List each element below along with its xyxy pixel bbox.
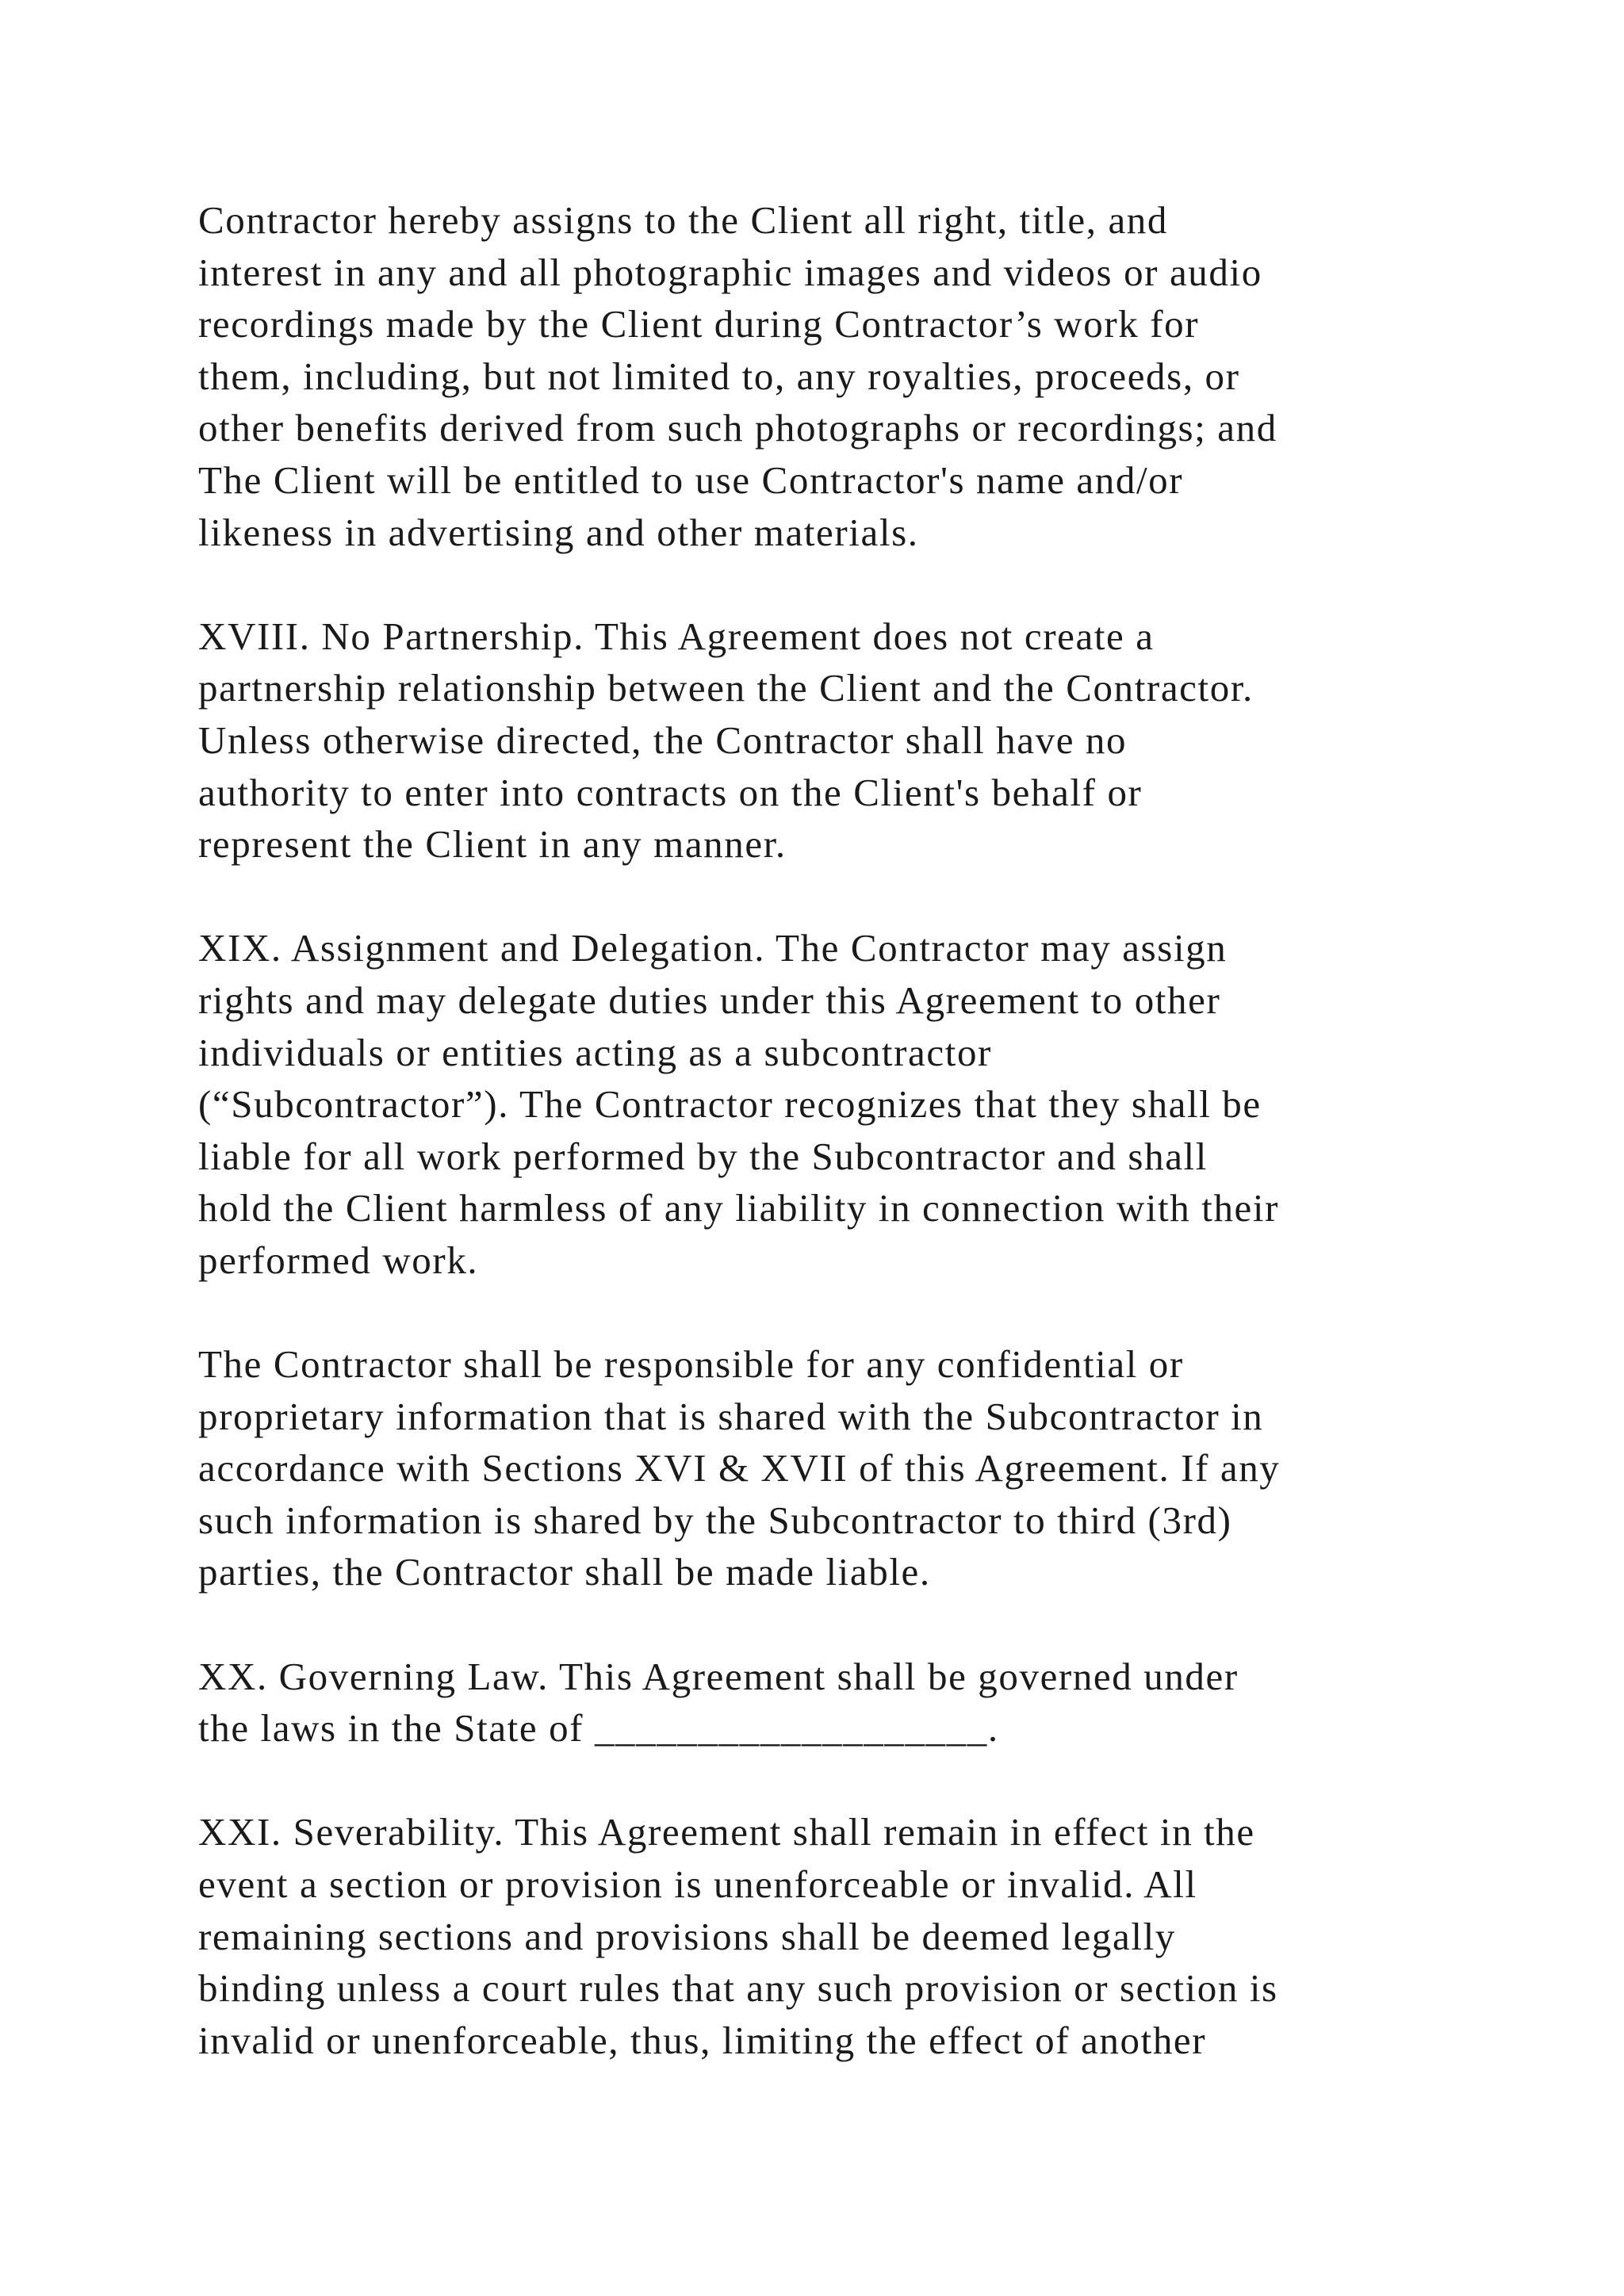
- text-line: binding unless a court rules that any such provision or section is: [198, 1966, 1278, 2011]
- text-line: XVIII. No Partnership. This Agreement does not create a: [198, 614, 1155, 658]
- text-line: performed work.: [198, 1238, 479, 1282]
- text-line: (“Subcontractor”). The Contractor recognizes that they shall be: [198, 1082, 1262, 1127]
- text-line: hold the Client harmless of any liability in connection with their: [198, 1186, 1280, 1230]
- text-line: rights and may delegate duties under this Agreement to other: [198, 978, 1221, 1022]
- text-line: invalid or unenforceable, thus, limiting the effect of another: [198, 2018, 1207, 2062]
- paragraph-assignment-of-media-rights: [198, 194, 1499, 558]
- paragraph-subcontractor-confidentiality: [198, 1338, 1499, 1598]
- text-line: proprietary information that is shared with the Subcontractor in: [198, 1394, 1264, 1438]
- text-line: authority to enter into contracts on the Client's behalf or: [198, 770, 1143, 814]
- text-line: other benefits derived from such photographs or recordings; and: [198, 406, 1277, 450]
- text-line: liable for all work performed by the Subcontractor and shall: [198, 1134, 1208, 1178]
- paragraph-section-xix-assignment-and-delegation: [198, 922, 1499, 1286]
- text-line: such information is shared by the Subcontractor to third (3rd): [198, 1498, 1232, 1542]
- text-line: recordings made by the Client during Contractor’s work for: [198, 302, 1200, 346]
- text-line: remaining sections and provisions shall be deemed legally: [198, 1914, 1176, 1958]
- document-page: [198, 194, 1499, 2118]
- text-line: The Contractor shall be responsible for any confidential or: [198, 1342, 1184, 1387]
- text-line: represent the Client in any manner.: [198, 822, 787, 867]
- text-line: individuals or entities acting as a subcontractor: [198, 1030, 992, 1074]
- text-line: XIX. Assignment and Delegation. The Contractor may assign: [198, 926, 1228, 970]
- text-line: parties, the Contractor shall be made liable.: [198, 1550, 931, 1594]
- text-line: likeness in advertising and other materials.: [198, 510, 919, 554]
- paragraph-section-xviii-no-partnership: [198, 610, 1499, 871]
- text-line: The Client will be entitled to use Contractor's name and/or: [198, 457, 1184, 502]
- paragraph-section-xxi-severability: [198, 1806, 1499, 2066]
- text-line: the laws in the State of ___________________.: [198, 1706, 999, 1751]
- text-line: accordance with Sections XVI & XVII of this Agreement. If any: [198, 1446, 1281, 1490]
- text-line: XX. Governing Law. This Agreement shall be governed under: [198, 1654, 1239, 1698]
- text-line: Unless otherwise directed, the Contractor shall have no: [198, 718, 1128, 762]
- paragraph-section-xx-governing-law: [198, 1651, 1499, 1755]
- text-line: them, including, but not limited to, any royalties, proceeds, or: [198, 354, 1240, 398]
- text-line: partnership relationship between the Client and the Contractor.: [198, 666, 1254, 710]
- text-line: XXI. Severability. This Agreement shall remain in effect in the: [198, 1810, 1255, 1854]
- text-line: event a section or provision is unenforceable or invalid. All: [198, 1862, 1197, 1906]
- text-line: Contractor hereby assigns to the Client all right, title, and: [198, 198, 1168, 242]
- text-line: interest in any and all photographic images and videos or audio: [198, 250, 1262, 294]
